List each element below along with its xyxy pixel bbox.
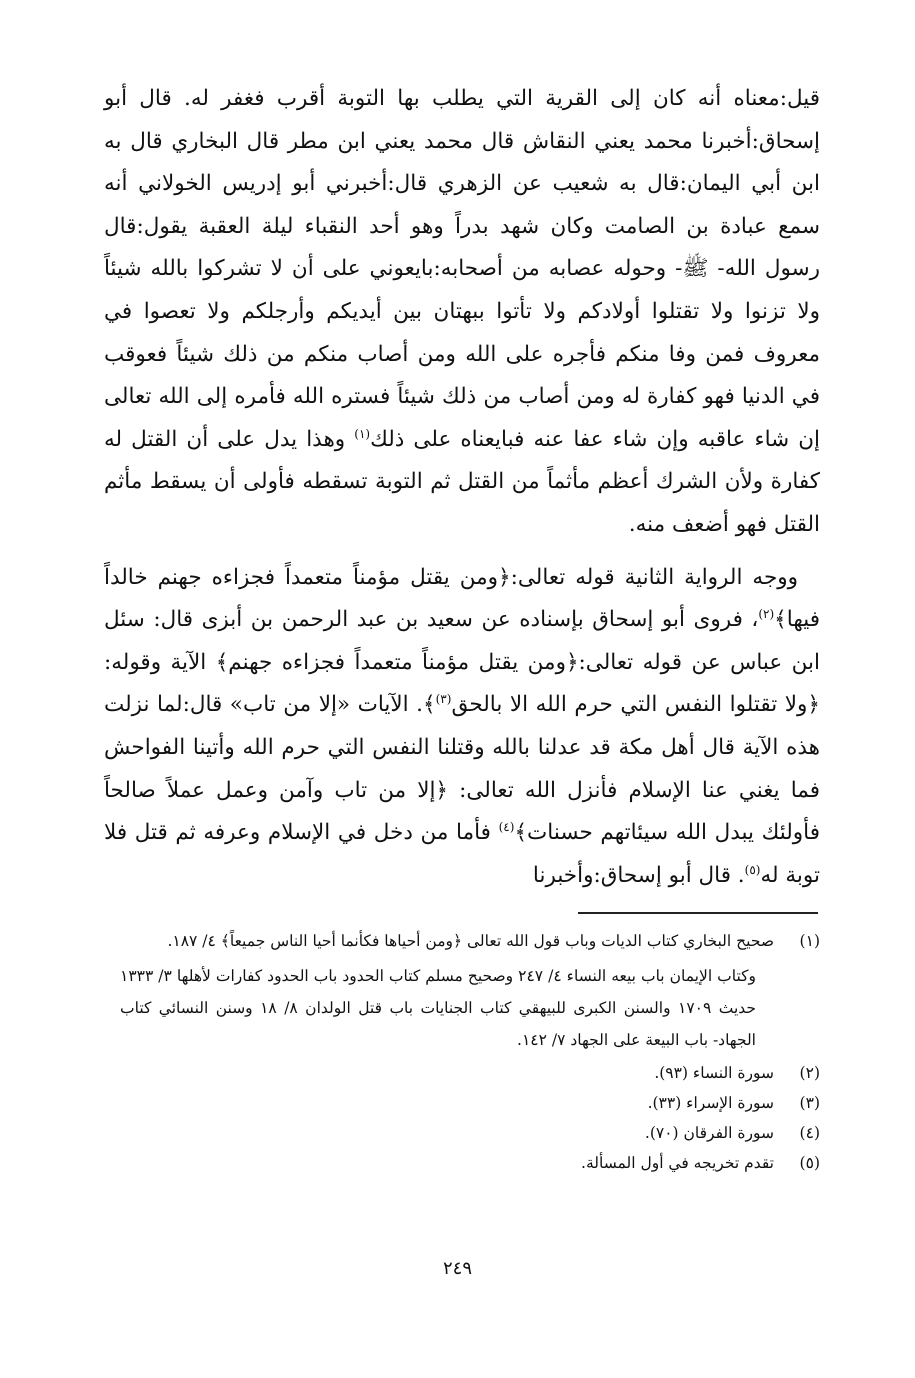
footnote-number: (٤) [799,1124,820,1142]
footnote-ref-2[interactable]: (٢) [758,606,775,621]
paragraph-text: ووجه الرواية الثانية قوله تعالى:﴿ومن يقتل مؤمناً متعمداً فجزاءه جهنم خالداً فيها﴾ [104,564,820,633]
footnote-text: تقدم تخريجه في أول المسألة. [581,1154,774,1172]
paragraph-text: قيل:معناه أنه كان إلى القرية التي يطلب بها التوبة أقرب فغفر له. قال أبو إسحاق:أخبرنا محمد يعني النقاش قال محمد يعني ابن مطر قال البخاري قال به ابن أبي اليمان:قال به شعيب عن الزهري قال:أخبرني أبو إدريس الخولاني أنه سمع عبادة بن الصامت وكان شهد بدراً وهو أحد النقباء ليلة العقبة يقول:قال رسول الله- ﷺ- وحوله عصابه من أصحابه:بايعوني على أن لا تشركوا بالله شيئاً ولا تزنوا ولا تقتلوا أولادكم ولا تأتوا ببهتان بين أيديكم وأرجلكم ولا تعصوا في معروف فمن وفا منكم فأجره على الله ومن أصاب منكم من ذلك شيئاً فعوقب في الدنيا فهو كفارة له ومن أصاب من ذلك شيئاً فستره الله فأمره إلى الله تعالى إن شاء عاقبه وإن شاء عفا عنه فبايعناه على ذلك [104,86,820,452]
footnote-text: صحيح البخاري كتاب الديات وباب قول الله تعالى ﴿ومن أحياها فكأنما أحيا الناس جميعاً﴾ ٤/ ١٨٧. [167,932,774,950]
main-text [104,78,820,897]
footnote-ref-1[interactable]: (١) [354,426,371,441]
paragraph-text: وهذا يدل على أن القتل له كفارة ولأن الشرك أعظم مأثماً من القتل ثم التوبة تسقطه فأولى أن يسقط مأثم القتل فهو أضعف منه. [104,426,820,537]
footnote-number: (٥) [799,1154,820,1172]
footnote-4 [120,1118,820,1148]
footnote-1-continuation: وكتاب الإيمان باب بيعه النساء ٤/ ٢٤٧ وصحيح مسلم كتاب الحدود باب الحدود كفارات لأهلها ٣/ ١٣٣٣ حديث ١٧٠٩ والسنن الكبرى للبيهقي كتاب الجنايات باب قتل الولدان ٨/ ١٨ وسنن النسائي كتاب الجهاد- باب البيعة على الجهاد ٧/ ١٤٢. [120,967,756,1049]
footnote-divider [578,912,818,914]
footnote-number: (١) [799,932,820,950]
footnote-ref-4[interactable]: (٤) [498,819,515,834]
body-paragraph-1 [104,78,820,547]
paragraph-text: ﴾. الآيات «إلا من تاب» قال:لما نزلت هذه الآية قال أهل مكة قد عدلنا بالله وقتلنا النفس التي حرم الله وأتينا الفواحش فما يغني عنا الإسلام فأنزل الله تعالى: ﴿إلا من تاب وآمن وعمل عملاً صالحاً فأولئك يبدل الله سيئاتهم حسنات﴾ [104,692,821,846]
paragraph-text: ، فروى أبو إسحاق بإسناده عن سعيد بن عبد الرحمن بن أبزى قال: سئل ابن عباس عن قوله تعالى:﴿ومن يقتل مؤمناً متعمداً فجزاءه جهنم﴾ الآية وقوله:﴿ولا تقتلوا النفس التي حرم الله الا بالحق [104,607,820,718]
footnote-2 [120,1058,820,1088]
page-number: ٢٤٩ [442,1258,472,1279]
footnote-number: (٣) [799,1094,820,1112]
footnote-text: سورة الإسراء (٣٣). [647,1094,774,1112]
footnote-ref-3[interactable]: (٣) [435,692,452,707]
paragraph-text: فأما من دخل في الإسلام وعرفه ثم قتل فلا توبة له [104,820,820,888]
footnote-3 [120,1088,820,1118]
footnote-1 [120,926,820,956]
footnotes [120,926,820,1178]
footnote-5 [120,1148,820,1178]
footnote-ref-5[interactable]: (٥) [744,862,761,877]
footnote-text: سورة الفرقان (٧٠). [644,1124,774,1142]
footnote-text: سورة النساء (٩٣). [654,1064,774,1082]
body-paragraph-2 [104,557,820,898]
footnote-number: (٢) [799,1064,820,1082]
paragraph-text: . قال أبو إسحاق:وأخبرنا [532,862,745,888]
